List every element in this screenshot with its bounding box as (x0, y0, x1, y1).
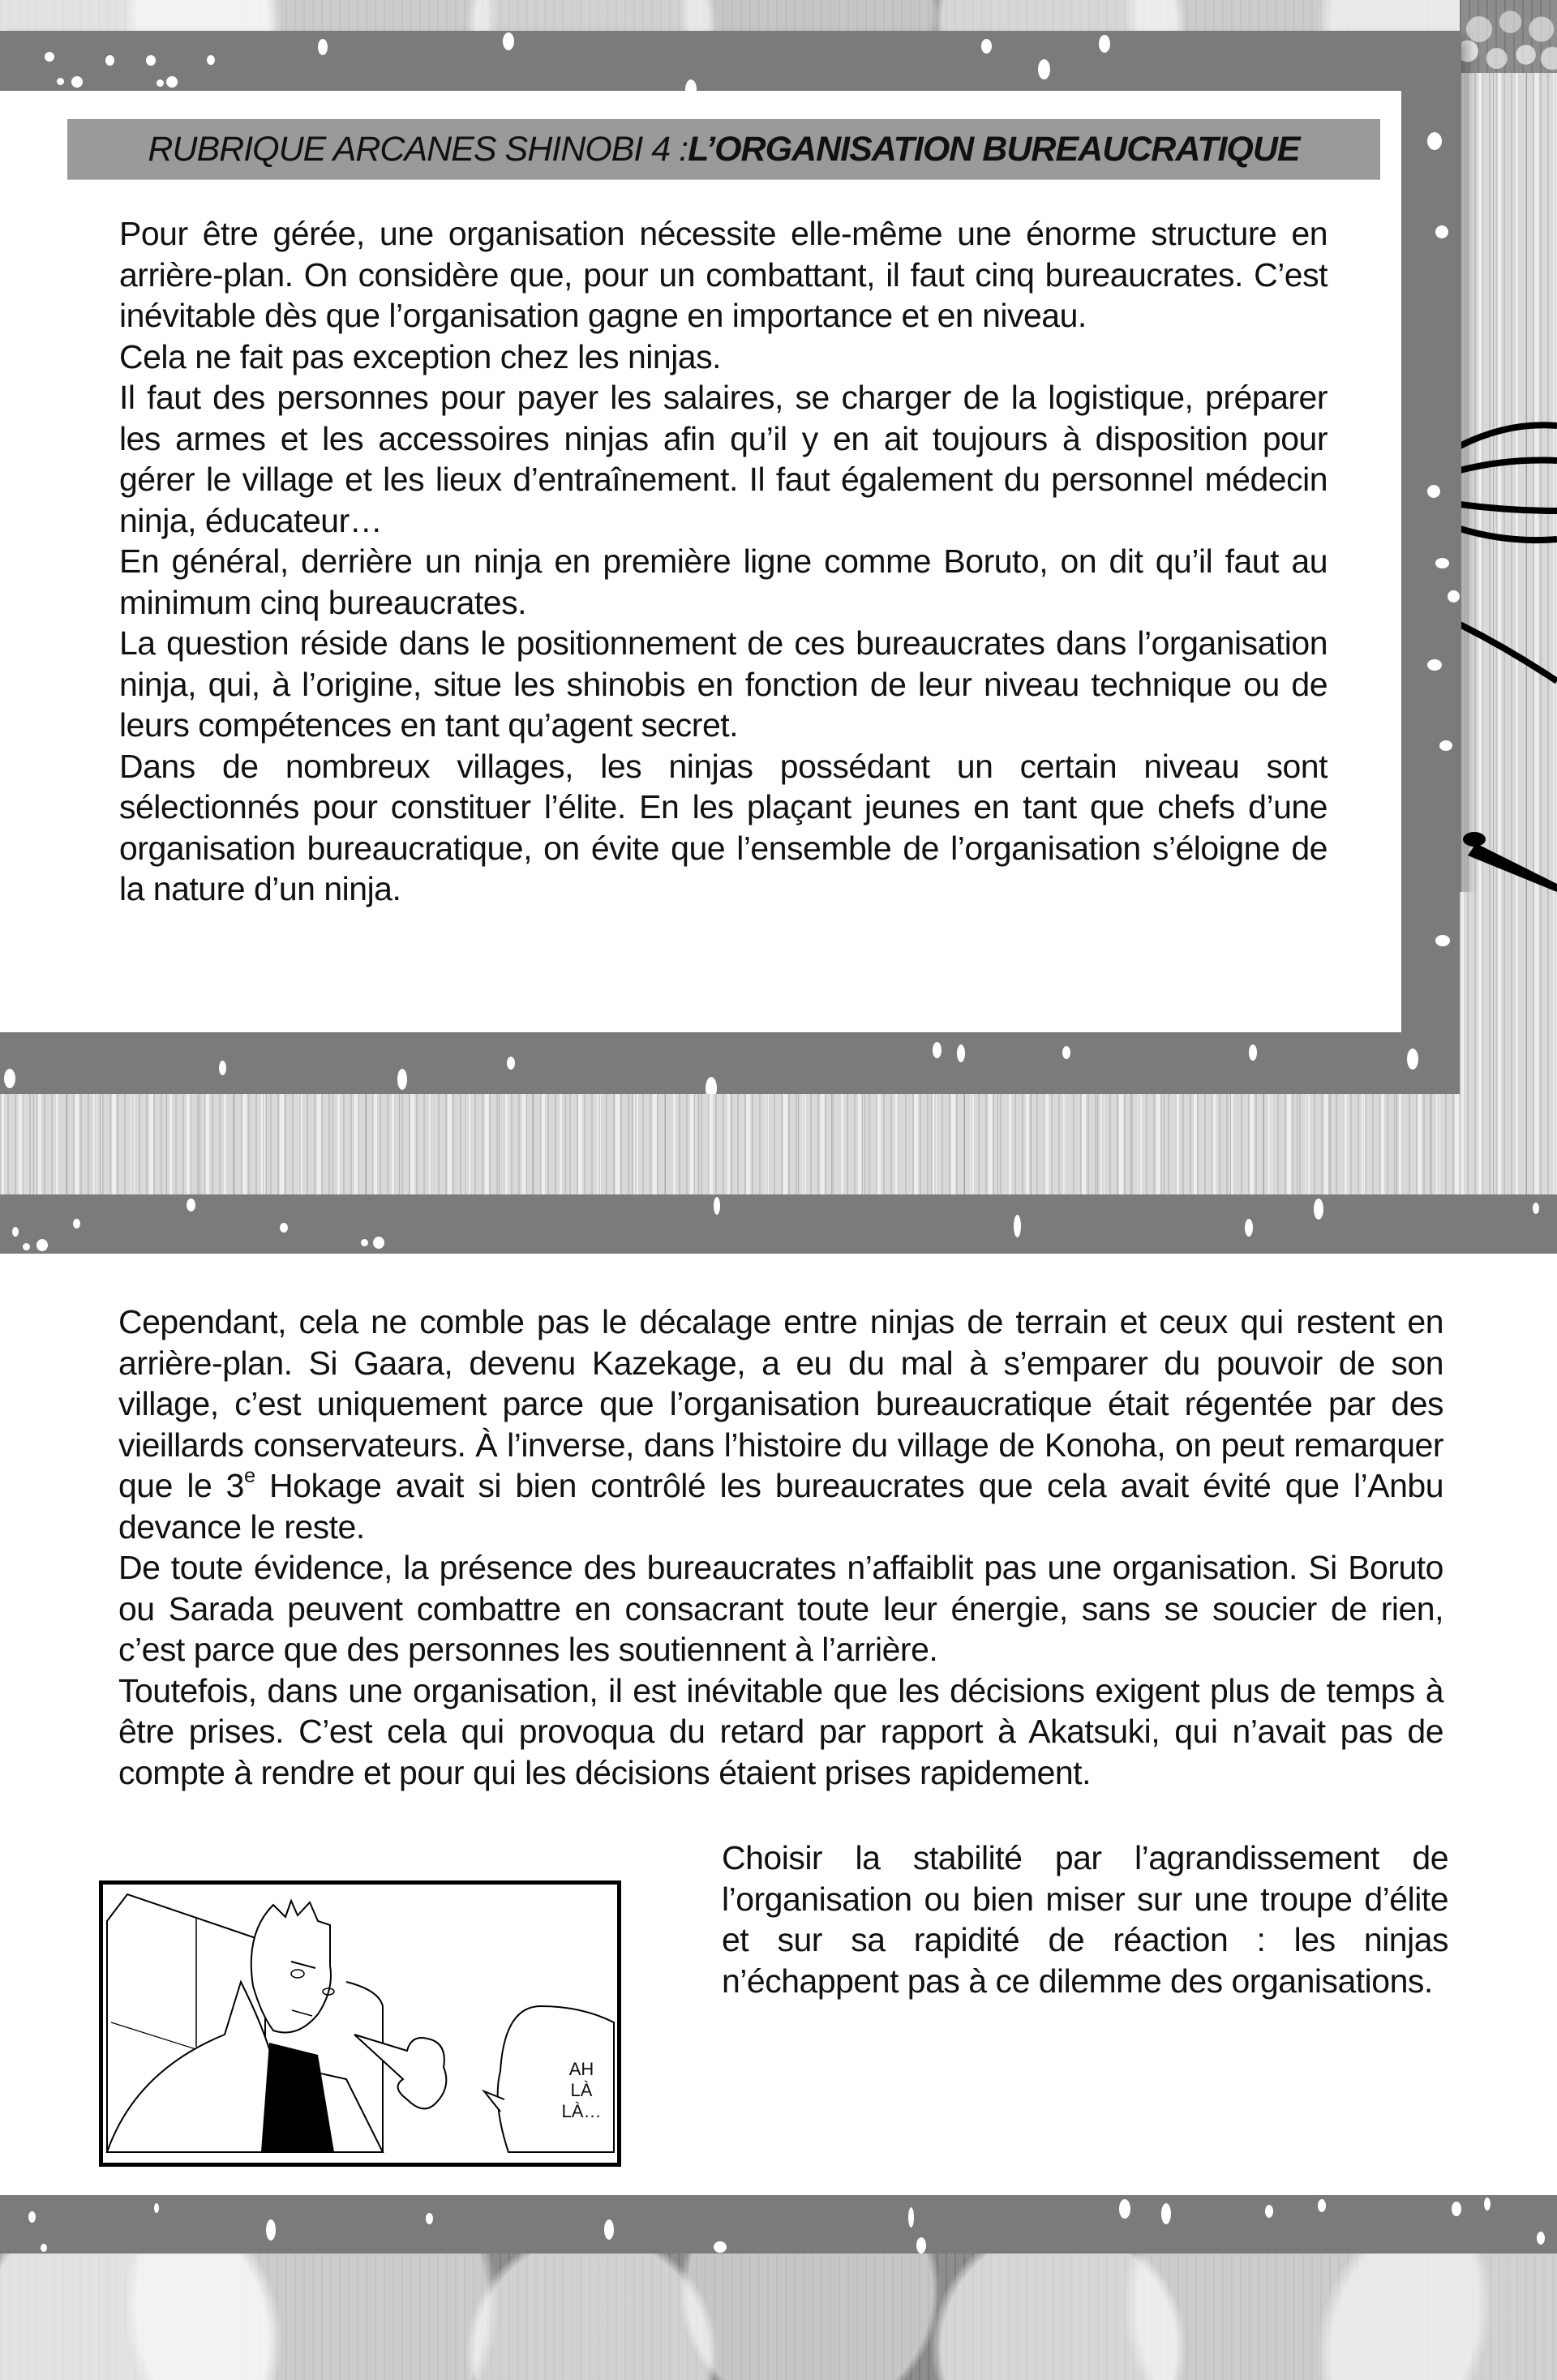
paragraph: Choisir la stabilité par l’agrandissement de l’organisation ou bien miser sur une troupe d’élite et sur sa rapidité de réaction : les ninjas n’échappent pas à ce dilemme des organisations. (722, 1839, 1448, 2000)
section2-text (118, 1301, 1443, 1793)
paragraph: La question réside dans le positionnement de ces bureaucrates dans l’organisation ninja, qui, à l’origine, situe les shinobis en fonction de leur niveau technique ou de leurs compétences en tant qu’agent secret. (119, 624, 1328, 744)
cord-decoration-icon (1460, 389, 1557, 892)
title-bold: L’ORGANISATION BUREAUCRATIQUE (688, 130, 1300, 169)
top-right-floral (1460, 0, 1557, 73)
section1-text (119, 213, 1328, 910)
conclusion-text (722, 1838, 1448, 2001)
paragraph: De toute évidence, la présence des bureaucrates n’affaiblit pas une organisation. Si Boruto ou Sarada peuvent combattre en consacrant toute leur énergie, sans se soucier de rien, c’est parce que des personnes les soutiennent à l’arrière. (118, 1549, 1443, 1668)
title-regular: RUBRIQUE ARCANES SHINOBI 4 : (148, 130, 688, 169)
ordinal-superscript: e (243, 1464, 255, 1488)
paragraph: Cependant, cela ne comble pas le décalage entre ninjas de terrain et ceux qui restent en arrière-plan. Si Gaara, devenu Kazekage, a eu du mal à s’emparer du pouvoir de son village, c’est uniquement parce que l’organisation bureaucratique était régentée par des vieillards conservateurs. À l’inverse, dans l’histoire du village de Konoha, on peut remarquer que le 3e Hokage avait si bien contrôlé les bureaucrates que cela avait évité que l’Anbu devance le reste. (118, 1303, 1443, 1546)
paragraph: Il faut des personnes pour payer les salaires, se charger de la logistique, préparer les armes et les accessoires ninjas afin qu’il y en ait toujours à disposition pour gérer le village et les lieux d’entraînement. Il faut également du personnel médecin ninja, éducateur… (119, 379, 1328, 539)
naruto-sighing-illustration-icon (103, 1885, 617, 2163)
paragraph: Cela ne fait pas exception chez les ninjas. (119, 337, 722, 375)
middle-grey-band (0, 1194, 1557, 1254)
speech-bubble-text: AH LÀ LÀ… (561, 2059, 602, 2121)
middle-wood-background (0, 1094, 1557, 1194)
manga-panel-illustration (99, 1880, 621, 2167)
bottom-floral-background (0, 2253, 1557, 2380)
top-floral-background (0, 0, 1557, 32)
paragraph: Dans de nombreux villages, les ninjas possédant un certain niveau sont sélectionnés pour constituer l’élite. En les plaçant jeunes en tant que chefs d’une organisation bureaucratique, on évite que l’ensemble de l’organisation s’éloigne de la nature d’un ninja. (119, 747, 1328, 907)
paragraph: Pour être gérée, une organisation nécessite elle-même une énorme structure en arrière-plan. On considère que, pour un combattant, il faut cinq bureaucrates. C’est inévitable dès que l’organisation gagne en importance et en niveau. (119, 215, 1328, 334)
bottom-grey-band (0, 2195, 1557, 2253)
paragraph: En général, derrière un ninja en première ligne comme Boruto, on dit qu’il faut au minimum cinq bureaucrates. (119, 542, 1328, 621)
paragraph: Toutefois, dans une organisation, il est inévitable que les décisions exigent plus de temps à être prises. C’est cela qui provoqua du retard par rapport à Akatsuki, qui n’avait pas de compte à rendre et pour qui les décisions étaient prises rapidement. (118, 1671, 1443, 1791)
middle-wood-right (1460, 892, 1557, 1200)
rubrique-title (67, 119, 1380, 180)
